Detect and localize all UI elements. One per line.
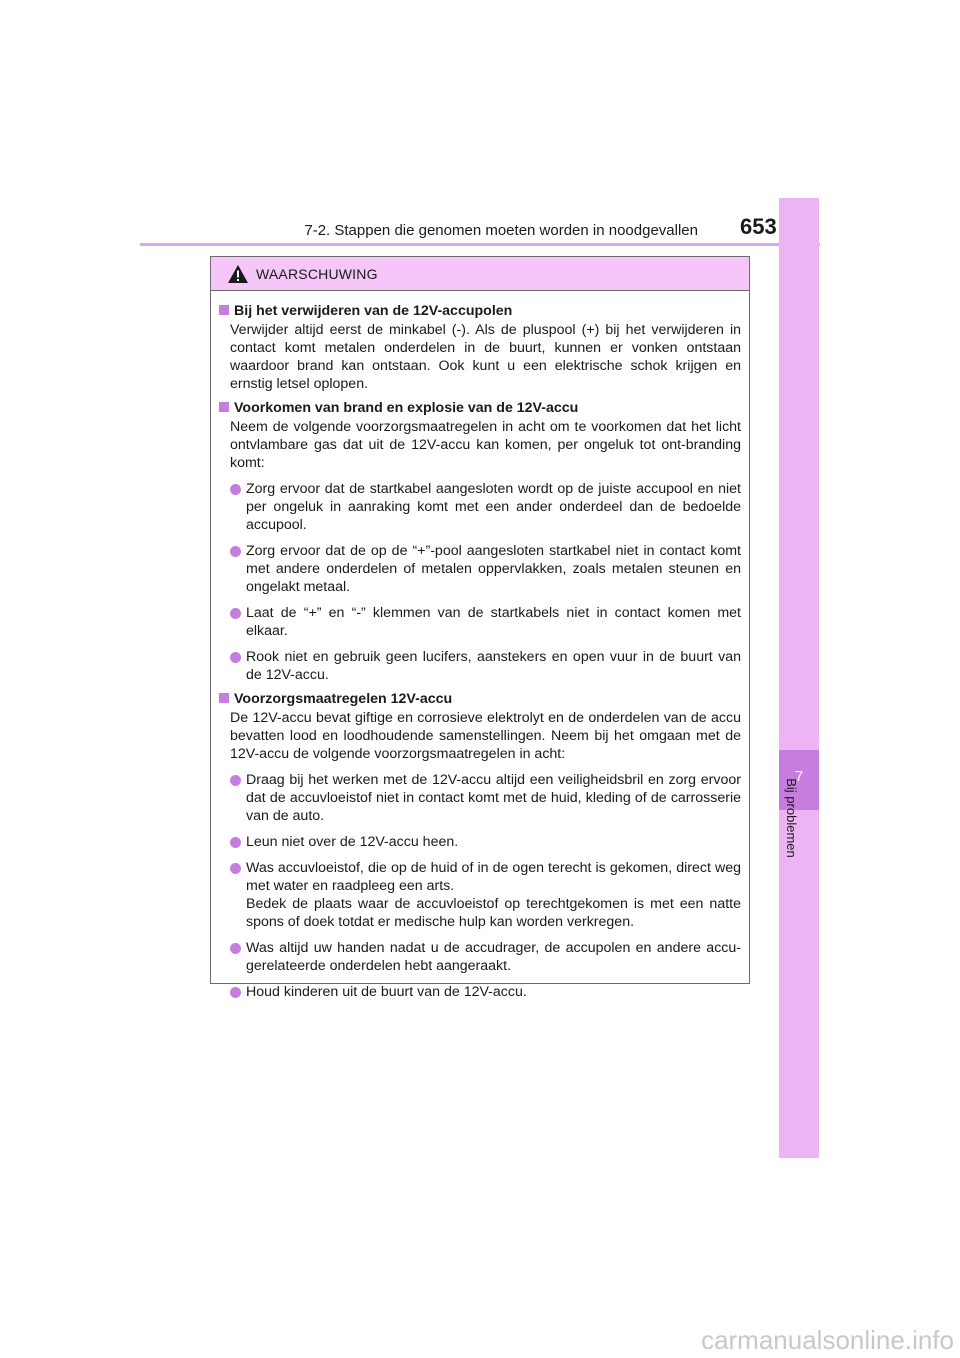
round-bullet-icon — [230, 608, 241, 619]
section-heading — [219, 302, 741, 320]
section-heading — [219, 690, 741, 708]
square-bullet-icon — [219, 693, 229, 703]
section-heading-text: Voorkomen van brand en explosie van de 12V-accu — [234, 400, 579, 416]
list-item-text: Zorg ervoor dat de startkabel aangesloten wordt op de juiste accupool en niet per ongeluk in aanraking komt met een ander onderdeel dan de bedoelde accupool. — [246, 481, 741, 533]
list-item-text: Laat de “+” en “-” klemmen van de startkabels niet in contact komen met elkaar. — [246, 605, 741, 639]
warning-body — [211, 291, 749, 1001]
square-bullet-icon — [219, 305, 229, 315]
section-paragraph: Verwijder altijd eerst de minkabel (-). Als de pluspool (+) bij het verwijderen in contact komt metalen onderdelen in de buurt, kunnen er vonken ontstaan waardoor brand kan ontstaan. Ook kunt u een elektrische schok krijgen en ernstig letsel oplopen. — [230, 322, 741, 392]
list-item — [230, 983, 741, 1001]
warning-section — [219, 690, 741, 1001]
list-item — [230, 859, 741, 931]
header-divider — [140, 243, 820, 246]
list-item — [230, 480, 741, 534]
chapter-side-tab — [779, 198, 819, 1158]
warning-section — [219, 399, 741, 684]
watermark: carmanualsonline.info — [701, 1325, 954, 1355]
list-item-text: Leun niet over de 12V-accu heen. — [246, 834, 459, 850]
list-item-text: Zorg ervoor dat de op de “+”-pool aangesloten startkabel niet in contact komt met andere onderdelen of metalen oppervlakken, zoals metalen steunen en ongelakt metaal. — [246, 543, 741, 595]
list-item — [230, 771, 741, 825]
list-item-text: Houd kinderen uit de buurt van de 12V-accu. — [246, 984, 527, 1000]
chapter-label: Bij problemen — [784, 778, 799, 858]
warning-title: WAARSCHUWING — [256, 265, 378, 282]
chapter-number: 7 — [794, 768, 804, 785]
section-heading — [219, 399, 741, 417]
round-bullet-icon — [230, 987, 241, 998]
list-item-text: Was altijd uw handen nadat u de accudrager, de accupolen en andere accu-gerelateerde onderdelen hebt aangeraakt. — [246, 940, 741, 974]
round-bullet-icon — [230, 837, 241, 848]
section-paragraph: De 12V-accu bevat giftige en corrosieve elektrolyt en de onderdelen van de accu bevatten lood en loodhoudende samenstellingen. Neem bij het omgaan met de 12V-accu de volgende voorzorgsmaatregelen in acht: — [230, 710, 741, 762]
warning-box — [210, 256, 750, 1000]
round-bullet-icon — [230, 943, 241, 954]
list-item — [230, 833, 741, 851]
section-title: 7-2. Stappen die genomen moeten worden in noodgevallen — [304, 222, 698, 239]
warning-section — [219, 302, 741, 393]
list-item — [230, 542, 741, 596]
list-item-text-line: Bedek de plaats waar de accuvloeistof op terechtgekomen is met een natte spons of doek totdat er medische hulp kan worden verkregen. — [246, 896, 741, 930]
warning-header — [211, 257, 749, 291]
list-item-text: Draag bij het werken met de 12V-accu altijd een veiligheidsbril en zorg ervoor dat de accuvloeistof niet in contact komt met de huid, kleding of de carrosserie van de auto. — [246, 772, 741, 824]
list-item-text: Rook niet en gebruik geen lucifers, aanstekers en open vuur in de buurt van de 12V-accu. — [246, 649, 741, 683]
section-heading-text: Voorzorgsmaatregelen 12V-accu — [234, 691, 453, 707]
round-bullet-icon — [230, 863, 241, 874]
list-item-text — [246, 859, 741, 931]
page-number: 653 — [740, 214, 777, 239]
round-bullet-icon — [230, 484, 241, 495]
list-item — [230, 648, 741, 684]
section-paragraph: Neem de volgende voorzorgsmaatregelen in acht om te voorkomen dat het licht ontvlambare gas dat uit de 12V-accu kan komen, per ongeluk tot ont-branding komt: — [230, 419, 741, 471]
round-bullet-icon — [230, 652, 241, 663]
list-item — [230, 939, 741, 975]
list-item-text-line: Was accuvloeistof, die op de huid of in de ogen terecht is gekomen, direct weg met water en raadpleeg een arts. — [246, 860, 741, 894]
square-bullet-icon — [219, 402, 229, 412]
round-bullet-icon — [230, 775, 241, 786]
section-heading-text: Bij het verwijderen van de 12V-accupolen — [234, 303, 513, 319]
warning-triangle-icon — [227, 264, 249, 284]
round-bullet-icon — [230, 546, 241, 557]
list-item — [230, 604, 741, 640]
